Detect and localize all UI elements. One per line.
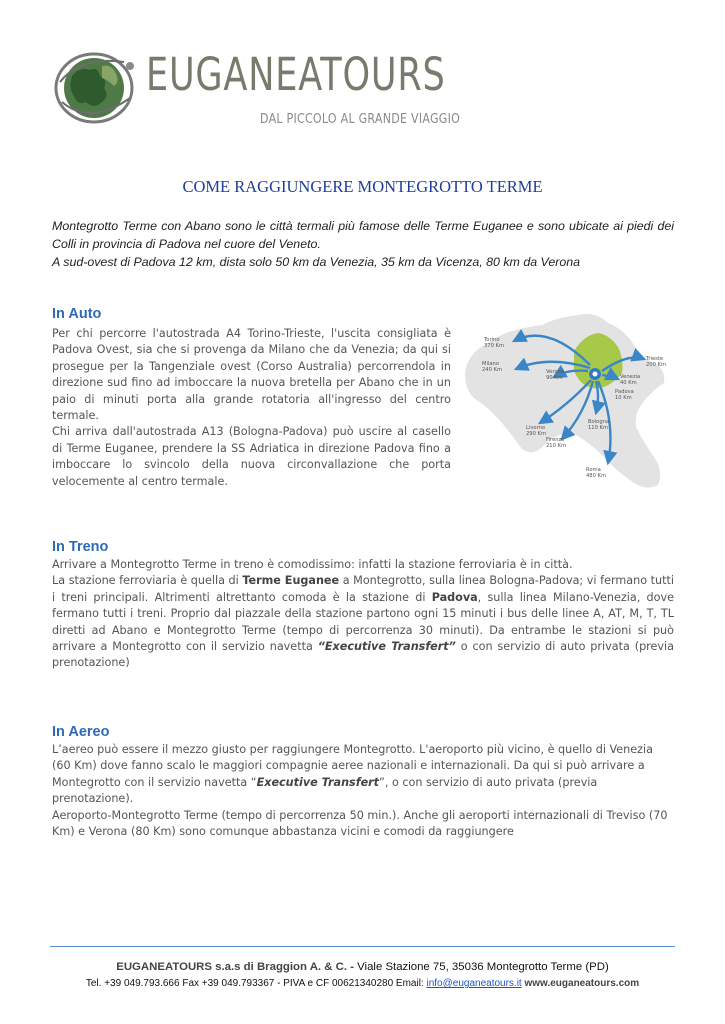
map-label-venezia-km: 40 Km xyxy=(620,380,637,386)
intro-line-2: A sud-ovest di Padova 12 km, dista solo 50 km da Venezia, 35 km da Vicenza, 80 km da Verona xyxy=(52,255,581,269)
section-heading-auto: In Auto xyxy=(52,306,102,322)
globe-icon xyxy=(50,36,146,136)
executive-transfert-label: “Executive Transfert” xyxy=(317,640,456,654)
map-label-torino: Torino xyxy=(484,337,500,343)
map-label-firenze-km: 210 Km xyxy=(546,443,567,449)
map-label-bologna: Bologna xyxy=(588,419,610,425)
map-label-roma: Roma xyxy=(586,467,601,473)
map-label-milano-km: 240 Km xyxy=(482,367,503,373)
auto-paragraph-2: Chi arriva dall'autostrada A13 (Bologna-Padova) può uscire al casello di Terme Euganee, prendere la SS Adriatica in direzione Padova fino a imboccare lo svincolo della nuova circonvallazione che porta velocemente al centro termale. xyxy=(52,425,451,488)
map-label-verona: Verona xyxy=(546,369,564,375)
map-label-firenze: Firenze xyxy=(546,437,565,443)
map-label-milano: Milano xyxy=(482,361,499,367)
aereo-paragraph-1 xyxy=(52,742,674,808)
treno-paragraph-1: Arrivare a Montegrotto Terme in treno è comodissimo: infatti la stazione ferroviaria è in città. xyxy=(52,558,573,571)
intro xyxy=(52,217,674,271)
email-link[interactable]: info@euganeatours.it xyxy=(426,978,522,989)
map-label-trieste: Trieste xyxy=(646,356,664,362)
treno-paragraph-2 xyxy=(52,573,674,671)
map-label-trieste-km: 200 Km xyxy=(646,362,667,368)
map-label-venezia: Venezia xyxy=(620,374,641,380)
map-label-livorno-km: 290 Km xyxy=(526,431,547,437)
executive-transfert-label: Executive Transfert xyxy=(256,775,380,789)
aereo-text: L’aereo può essere il mezzo giusto per raggiungere Montegrotto. L'aeroporto più vicino, è quello di Venezia (60 Km) dove fanno scalo le maggiori compagnie aeree nazionali e internazionali. Da qui si può arrivare a Montegrotto con il servizio navetta “ xyxy=(52,743,653,789)
map-label-torino-km: 370 Km xyxy=(484,343,505,349)
page-title: COME RAGGIUNGERE MONTEGROTTO TERME xyxy=(182,177,543,196)
footer-contacts xyxy=(0,978,725,989)
company-address: Viale Stazione 75, 35036 Montegrotto Terme (PD) xyxy=(357,961,609,973)
auto-paragraph-1: Per chi percorre l'autostrada A4 Torino-Trieste, l'uscita consigliata è Padova Ovest, sia che si provenga da Milano che da Venezia; da qui si prosegue per la Tangenziale ovest (Corso Australia) percorrendola in direzione sud fino ad imboccare la nuova bretella per Abano che in un paio di minuti porta alla grande rotatoria all'ingresso del centro termale. xyxy=(52,327,451,423)
italy-map-icon xyxy=(458,305,675,495)
logo xyxy=(50,36,461,136)
footer-company xyxy=(0,961,725,973)
treno-text: , sulla linea Milano-Venezia, dove fermano tutti i treni. Proprio dal piazzale della stazione partono ogni 15 minuti i bus delle linee A, AT, M, T, TL diretti ad Abano e Montegrotto Terme (tempo di percorrenza 30 minuti). Da entrambe le stazioni si può arrivare a Montegrotto con il servizio navetta xyxy=(52,590,674,654)
map-label-padova-km: 10 Km xyxy=(615,395,632,401)
aereo-text: ”, o con servizio di auto privata (previa prenotazione). xyxy=(52,775,598,806)
map-label-verona-km: 90 Km xyxy=(546,375,563,381)
intro-line-1: Montegrotto Terme con Abano sono le città termali più famose delle Terme Euganee e sono ubicate ai piedi dei Colli in provincia di Padova nel cuore del Veneto. xyxy=(52,219,674,251)
website-link[interactable]: www.euganeatours.com xyxy=(524,978,640,989)
treno-body xyxy=(52,557,674,672)
company-name: EUGANEATOURS s.a.s di Braggion A. & C. - xyxy=(116,961,358,973)
route-map xyxy=(458,305,675,495)
brand-name: EUGANEATOURS xyxy=(146,48,446,101)
treno-text: a Montegrotto, sulla linea Bologna-Padova; vi fermano tutti i treni principali. Altrimenti altrettanto comoda è la stazione di xyxy=(52,574,674,604)
map-label-roma-km: 480 Km xyxy=(586,473,607,479)
treno-text: o con servizio di auto privata (previa prenotazione) xyxy=(52,640,674,670)
aereo-paragraph-2: Aeroporto-Montegrotto Terme (tempo di percorrenza 50 min.). Anche gli aeroporti internazionali di Treviso (70 Km) e Verona (80 Km) sono comunque abbastanza vicini e comodi da raggiungere xyxy=(52,808,668,839)
map-label-bologna-km: 110 Km xyxy=(588,425,609,431)
station-padova: Padova xyxy=(431,590,478,604)
section-heading-treno: In Treno xyxy=(52,539,109,555)
contact-details: Tel. +39 049.793.666 Fax +39 049.793367 - PIVA e CF 00621340280 Email: xyxy=(85,978,427,989)
brand-tagline: DAL PICCOLO AL GRANDE VIAGGIO xyxy=(260,112,461,127)
station-terme-euganee: Terme Euganee xyxy=(242,574,340,588)
aereo-body xyxy=(52,742,674,840)
section-heading-aereo: In Aereo xyxy=(52,724,110,740)
footer-divider xyxy=(50,946,675,947)
map-label-livorno: Livorno xyxy=(526,425,546,431)
map-label-padova: Padova xyxy=(615,389,634,395)
treno-text: La stazione ferroviaria è quella di xyxy=(52,574,243,588)
auto-body xyxy=(52,326,451,490)
